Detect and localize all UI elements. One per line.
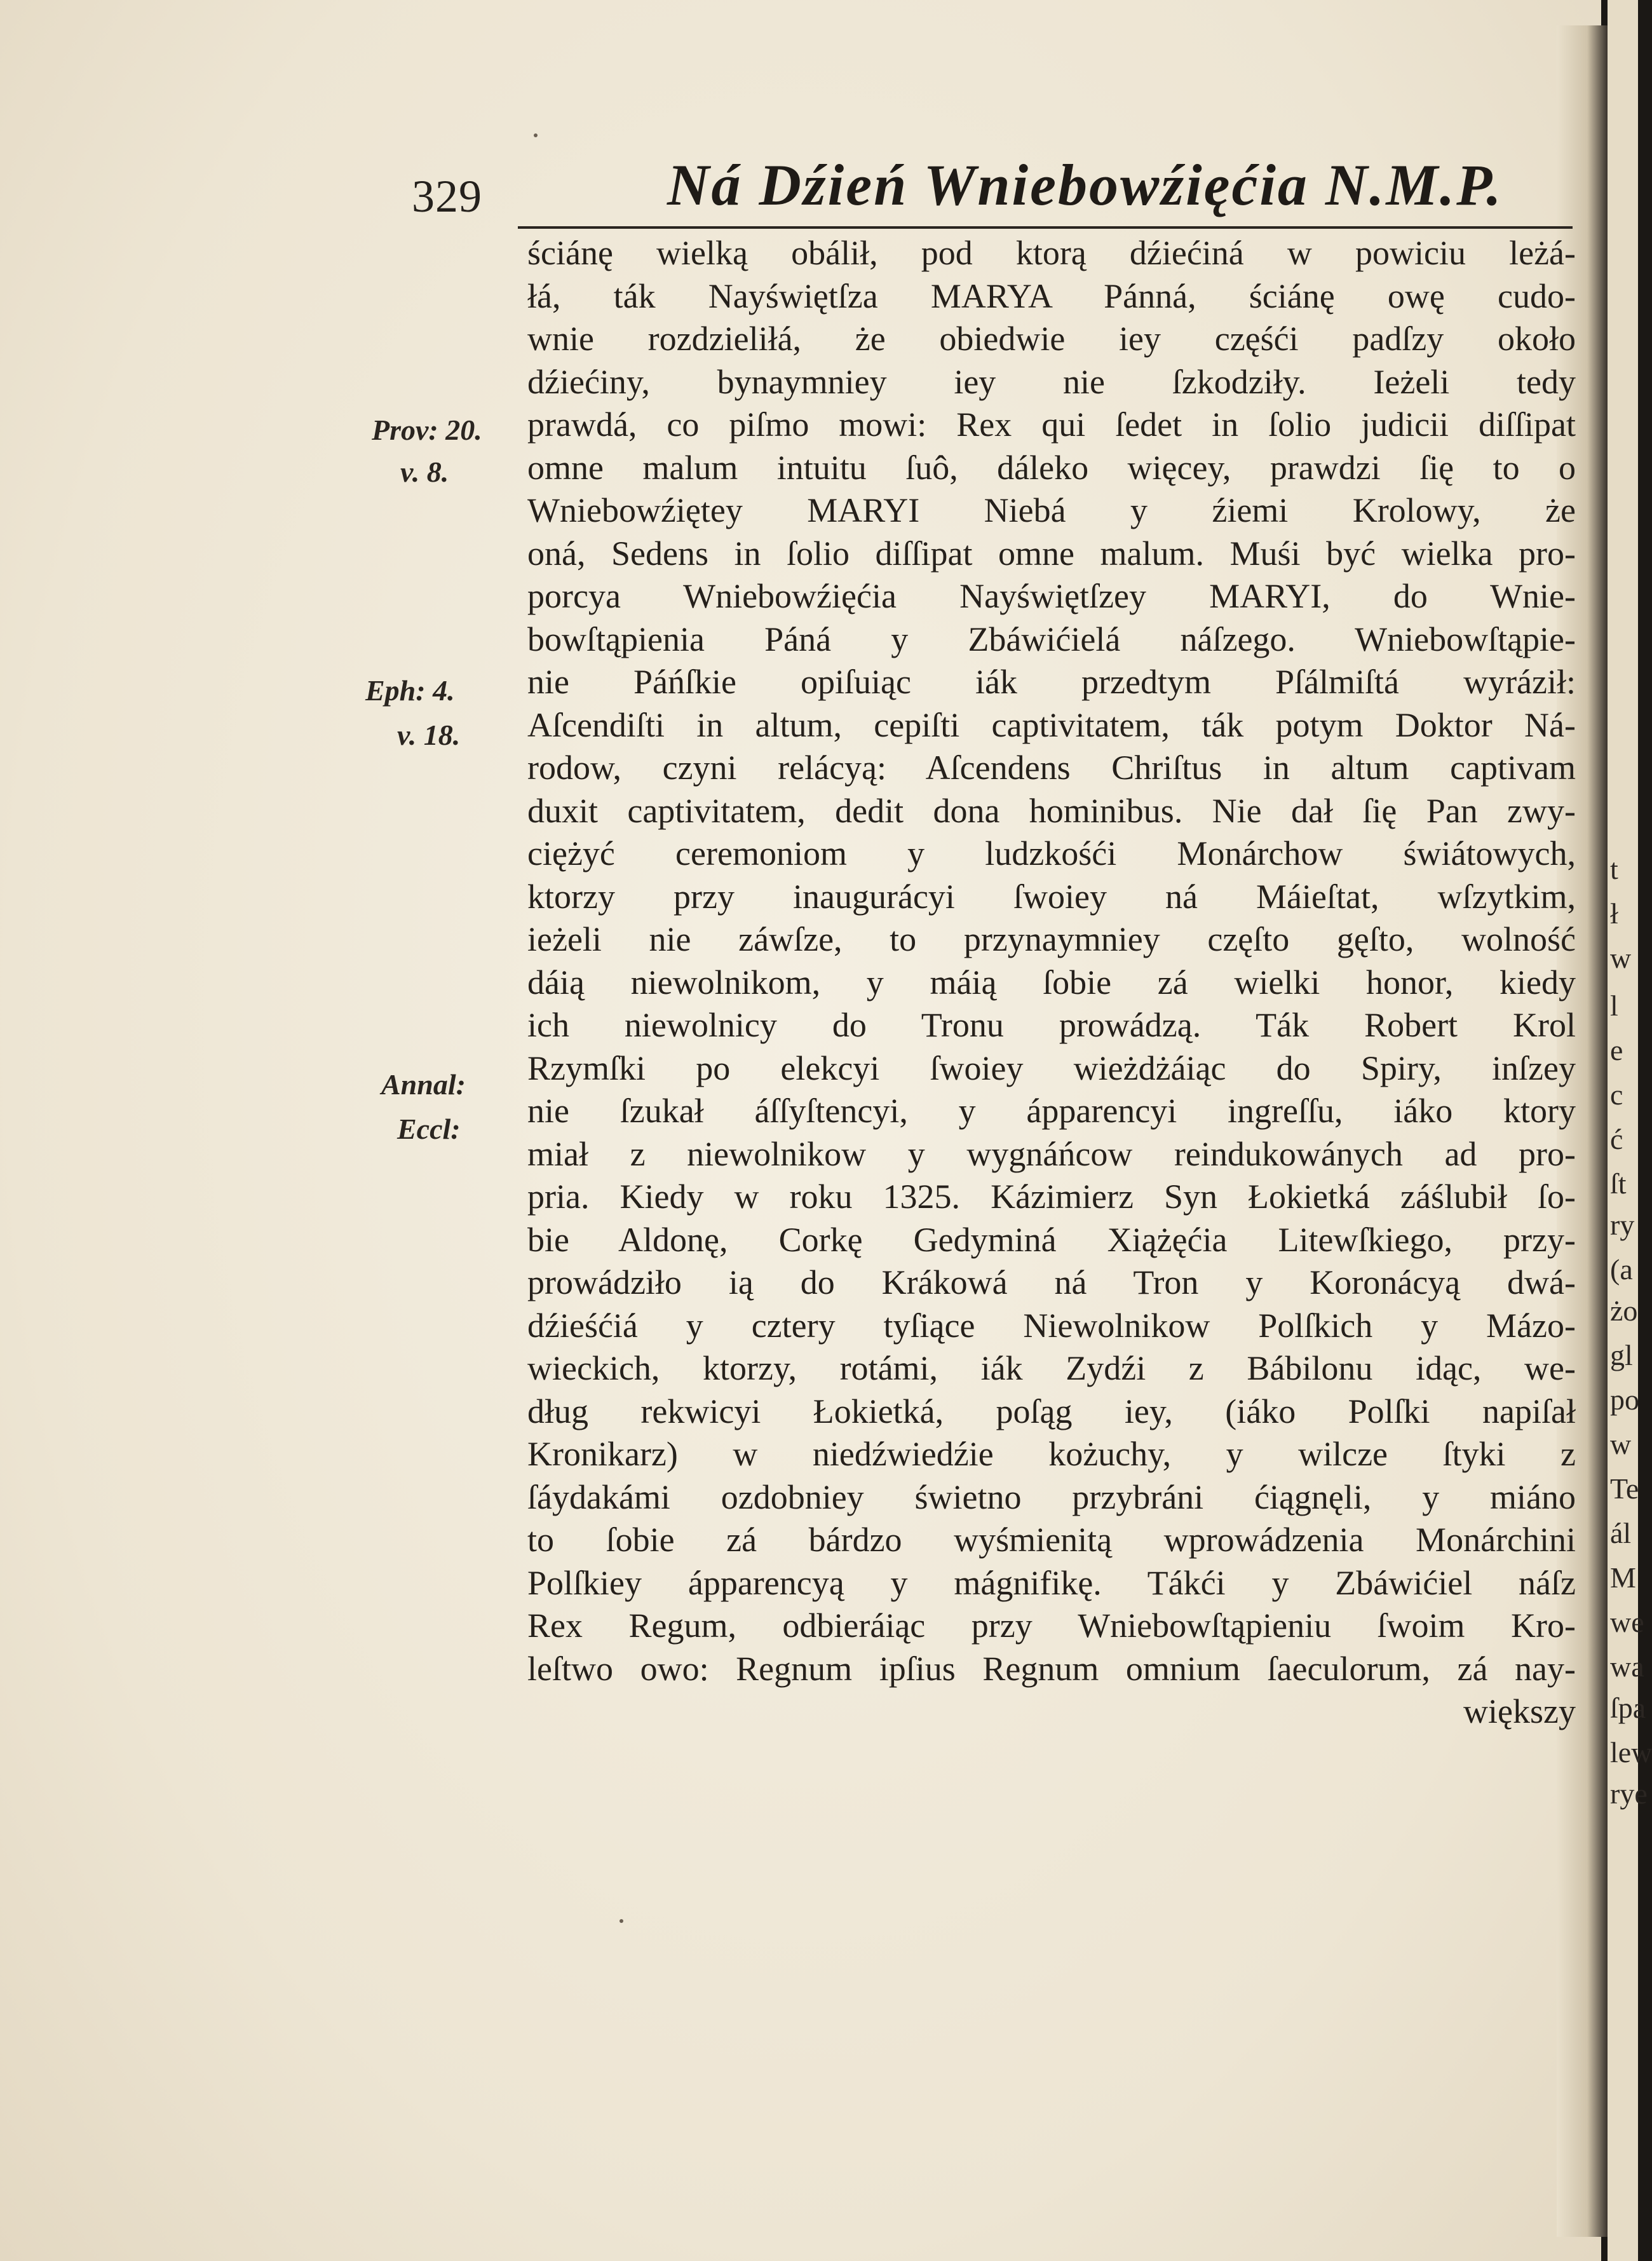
main-text-block <box>527 232 1576 1734</box>
facing-page-fragment: po <box>1610 1383 1639 1416</box>
facing-page-fragment: gl <box>1610 1339 1633 1371</box>
facing-page-fragment: t <box>1610 853 1618 885</box>
facing-page-fragment: e <box>1610 1034 1623 1066</box>
margin-note-eph-verse: v. 18. <box>397 719 461 751</box>
text-line: nie Páńſkie opiſuiąc iák przedtym Pſálmiſtá wyráził: <box>527 663 1576 701</box>
margin-note-annal: Annal: <box>381 1068 466 1101</box>
facing-page-fragment: ſt <box>1610 1167 1627 1200</box>
text-line: wieckich, ktorzy, rotámi, iák Zydźi z Bábilonu idąc, we- <box>527 1349 1576 1387</box>
text-line: oná, Sedens in ſolio diſſipat omne malum. Muśi być wielka pro- <box>527 534 1576 573</box>
facing-page-fragment: ſpa <box>1610 1692 1646 1724</box>
text-line: ieżeli nie záwſze, to przynaymniey częſto gęſto, wolność <box>527 920 1576 958</box>
text-line: ciężyć ceremoniom y ludzkośći Monárchow świátowych, <box>527 834 1576 872</box>
facing-page-fragment: w <box>1610 942 1632 974</box>
margin-note-eccl: Eccl: <box>397 1113 461 1145</box>
facing-page-fragment: (a <box>1610 1253 1633 1286</box>
text-line: pria. Kiedy w roku 1325. Kázimierz Syn Łokietká záślubił ſo- <box>527 1178 1576 1216</box>
text-line: prowádziło ią do Krákowá ná Tron y Koronácyą dwá- <box>527 1263 1576 1301</box>
facing-page-fragment: lew <box>1610 1736 1652 1769</box>
text-line: Aſcendiſti in altum, cepiſti captivitatem, ták potym Doktor Ná- <box>527 705 1576 744</box>
facing-page-fragment: ł <box>1610 897 1618 930</box>
text-line: ich niewolnicy do Tronu prowádzą. Ták Robert Krol <box>527 1006 1576 1044</box>
header-rule <box>518 226 1573 229</box>
text-line: omne malum intuitu ſuô, dáleko więcey, prawdzi ſię to o <box>527 448 1576 487</box>
facing-page-fragment: c <box>1610 1078 1623 1111</box>
text-line: duxit captivitatem, dedit dona hominibus. Nie dał ſię Pan zwy- <box>527 791 1576 830</box>
text-line: Rzymſki po elekcyi ſwoiey wieżdżáiąc do Spiry, inſzey <box>527 1049 1576 1087</box>
text-line: Rex Regum, odbieráiąc przy Wniebowſtąpieniu ſwoim Kro- <box>527 1606 1576 1645</box>
text-line: prawdá, co piſmo mowi: Rex qui ſedet in ſolio judicii diſſipat <box>527 405 1576 444</box>
text-line: Wniebowźiętey MARYI Niebá y źiemi Krolowy, że <box>527 491 1576 529</box>
ink-speck <box>534 133 538 137</box>
text-line: porcya Wniebowźięćia Nayświętſzey MARYI, do Wnie- <box>527 577 1576 615</box>
running-title: Ná Dźień Wniebowźięćia N.M.P. <box>667 153 1503 217</box>
facing-page-fragment: l <box>1610 989 1618 1022</box>
text-line: ktorzy przy inaugurácyi ſwoiey ná Máieſtat, wſzytkim, <box>527 877 1576 916</box>
facing-page-fragment: wa <box>1610 1650 1644 1683</box>
text-line: rodow, czyni relácyą: Aſcendens Chriſtus in altum captivam <box>527 749 1576 787</box>
facing-page-fragment: ál <box>1610 1517 1632 1549</box>
margin-note-prov-verse: v. 8. <box>400 456 449 488</box>
facing-page-edge <box>1608 0 1652 2261</box>
text-line: bowſtąpienia Páná y Zbáwićielá náſzego. Wniebowſtąpie- <box>527 620 1576 658</box>
margin-note-prov: Prov: 20. <box>372 414 482 446</box>
text-line: nie ſzukał áſſyſtencyi, y ápparencyi ingreſſu, iáko ktory <box>527 1092 1576 1130</box>
facing-page-fragment: żo <box>1610 1294 1638 1327</box>
ink-speck <box>620 1919 623 1923</box>
text-line: dźiećiny, bynaymniey iey nie ſzkodziły. Ieżeli tedy <box>527 362 1576 401</box>
margin-note-eph: Eph: 4. <box>365 674 455 707</box>
text-line: dźieśćiá y cztery tyſiące Niewolnikow Polſkich y Mázo- <box>527 1306 1576 1345</box>
text-line: dług rekwicyi Łokietká, poſąg iey, (iáko Polſki napiſał <box>527 1392 1576 1430</box>
text-line: łá, ták Nayświętſza MARYA Pánná, ścіánę owę cudo- <box>527 276 1576 315</box>
text-line: dáią niewolnikom, y máią ſobie zá wielki honor, kiedy <box>527 963 1576 1001</box>
text-line: Polſkiey ápparencyą y mágnifikę. Tákći y Zbáwićiel náſz <box>527 1563 1576 1602</box>
text-line: ſáydakámi ozdobniey świetno przybráni ćiągnęli, y miáno <box>527 1477 1576 1516</box>
facing-page-fragment: ry <box>1610 1209 1635 1241</box>
text-line: leſtwo owo: Regnum ipſius Regnum omnium ſaeculorum, zá nay- <box>527 1649 1576 1688</box>
facing-page-fragment: rye <box>1610 1777 1648 1810</box>
text-line: bie Aldonę, Corkę Gedyminá Xiążęćia Litewſkiego, przy- <box>527 1220 1576 1259</box>
facing-page-fragment: Te <box>1610 1472 1639 1505</box>
text-line: to ſobie zá bárdzo wyśmienitą wprowádzenia Monárchini <box>527 1521 1576 1559</box>
text-line: miał z niewolnikow y wygnáńcow reindukowánych ad pro- <box>527 1134 1576 1173</box>
text-line: wnie rozdzieliłá, że obiedwie iey częśći padſzy około <box>527 320 1576 358</box>
facing-page-fragment: w <box>1610 1428 1632 1460</box>
text-line: Kronikarz) w niedźwiedźie kożuchy, y wilcze ſtyki z <box>527 1435 1576 1473</box>
text-line: ścіánę wielką obálił, pod ktorą dźiećiná w powiciu leżá- <box>527 234 1576 272</box>
catchword: większy <box>1463 1692 1576 1730</box>
facing-page-fragment: M <box>1610 1561 1636 1594</box>
facing-page-fragment: we <box>1610 1606 1644 1638</box>
facing-page-fragment: ć <box>1610 1123 1623 1155</box>
page-number: 329 <box>412 171 482 222</box>
